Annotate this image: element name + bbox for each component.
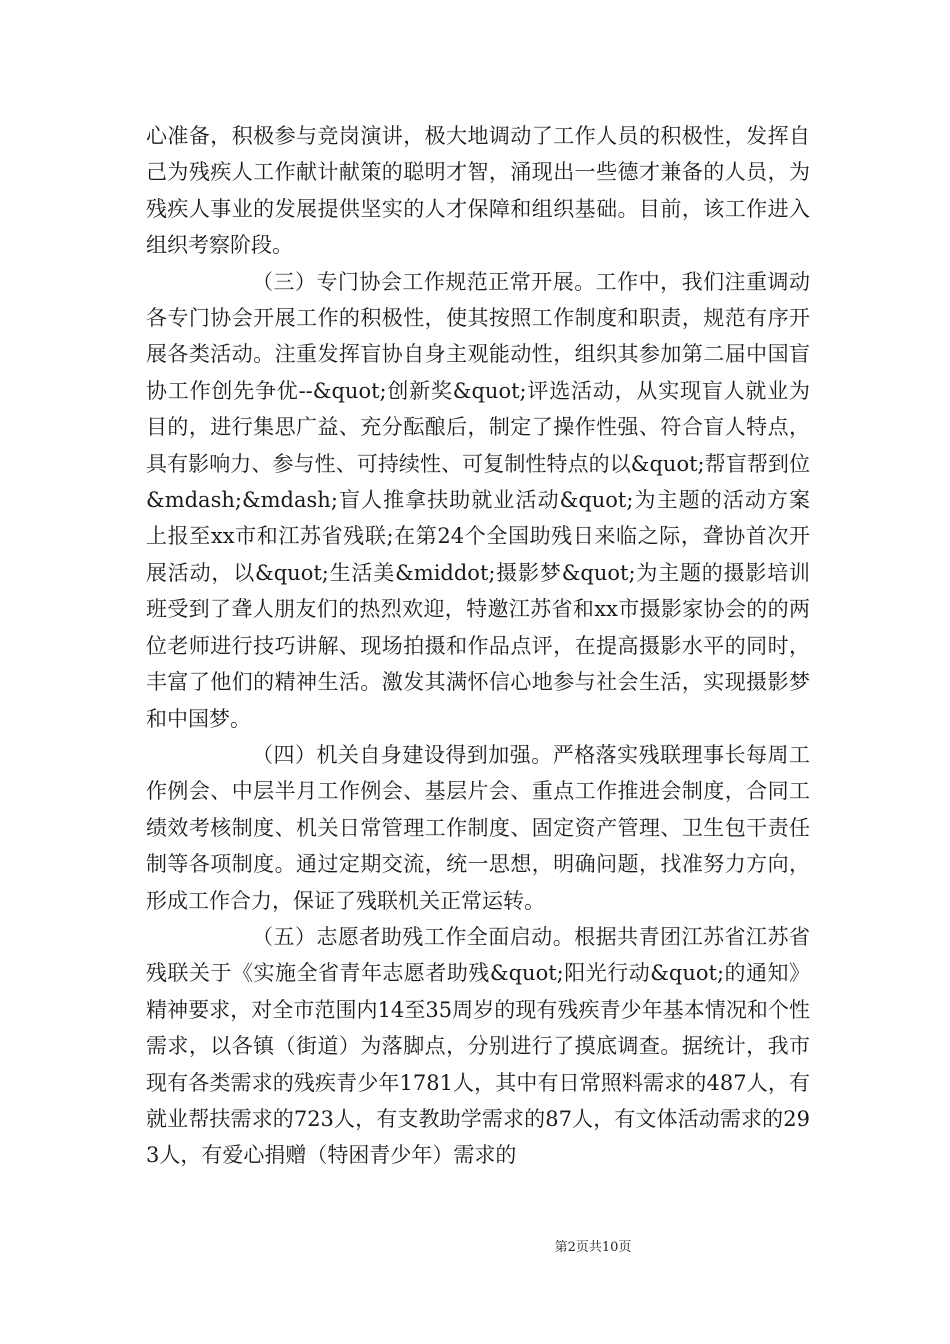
paragraph-continued: 心准备，积极参与竞岗演讲，极大地调动了工作人员的积极性，发挥自己为残疾人工作献计献策的聪明才智，涌现出一些德才兼备的人员，为残疾人事业的发展提供坚实的人才保障和组织基础。目前，该工作进入组织考察阶段。 — [146, 124, 810, 258]
document-body — [146, 118, 810, 1174]
paragraph-section-5: （五）志愿者助残工作全面启动。根据共青团江苏省江苏省残联关于《实施全省青年志愿者助残&quot;阳光行动&quot;的通知》精神要求，对全市范围内14至35周岁的现有残疾青少年基本情况和个性需求，以各镇（街道）为落脚点，分别进行了摸底调查。据统计，我市现有各类需求的残疾青少年1781人，其中有日常照料需求的487人，有就业帮扶需求的723人，有支教助学需求的87人，有文体活动需求的293人，有爱心捐赠（特困青少年）需求的 — [146, 924, 810, 1168]
page-number-footer: 第2页共10页 — [554, 1240, 632, 1255]
paragraph-section-4: （四）机关自身建设得到加强。严格落实残联理事长每周工作例会、中层半月工作例会、基层片会、重点工作推进会制度，合同工绩效考核制度、机关日常管理工作制度、固定资产管理、卫生包干责任制等各项制度。通过定期交流，统一思想，明确问题，找准努力方向，形成工作合力，保证了残联机关正常运转。 — [146, 742, 810, 913]
paragraph-section-3: （三）专门协会工作规范正常开展。工作中，我们注重调动各专门协会开展工作的积极性，使其按照工作制度和职责，规范有序开展各类活动。注重发挥盲协自身主观能动性，组织其参加第二届中国盲协工作创先争优--&quot;创新奖&quot;评选活动，从实现盲人就业为目的，进行集思广益、充分酝酿后，制定了操作性强、符合盲人特点，具有影响力、参与性、可持续性、可复制性特点的以&quot;帮盲帮到位&mdash;&mdash;盲人推拿扶助就业活动&quot;为主题的活动方案上报至xx市和江苏省残联;在第24个全国助残日来临之际，聋协首次开展活动，以&quot;生活美&middot;摄影梦&quot;为主题的摄影培训班受到了聋人朋友们的热烈欢迎，特邀江苏省和xx市摄影家协会的的两位老师进行技巧讲解、现场拍摄和作品点评，在提高摄影水平的同时，丰富了他们的精神生活。激发其满怀信心地参与社会生活，实现摄影梦和中国梦。 — [146, 269, 810, 731]
